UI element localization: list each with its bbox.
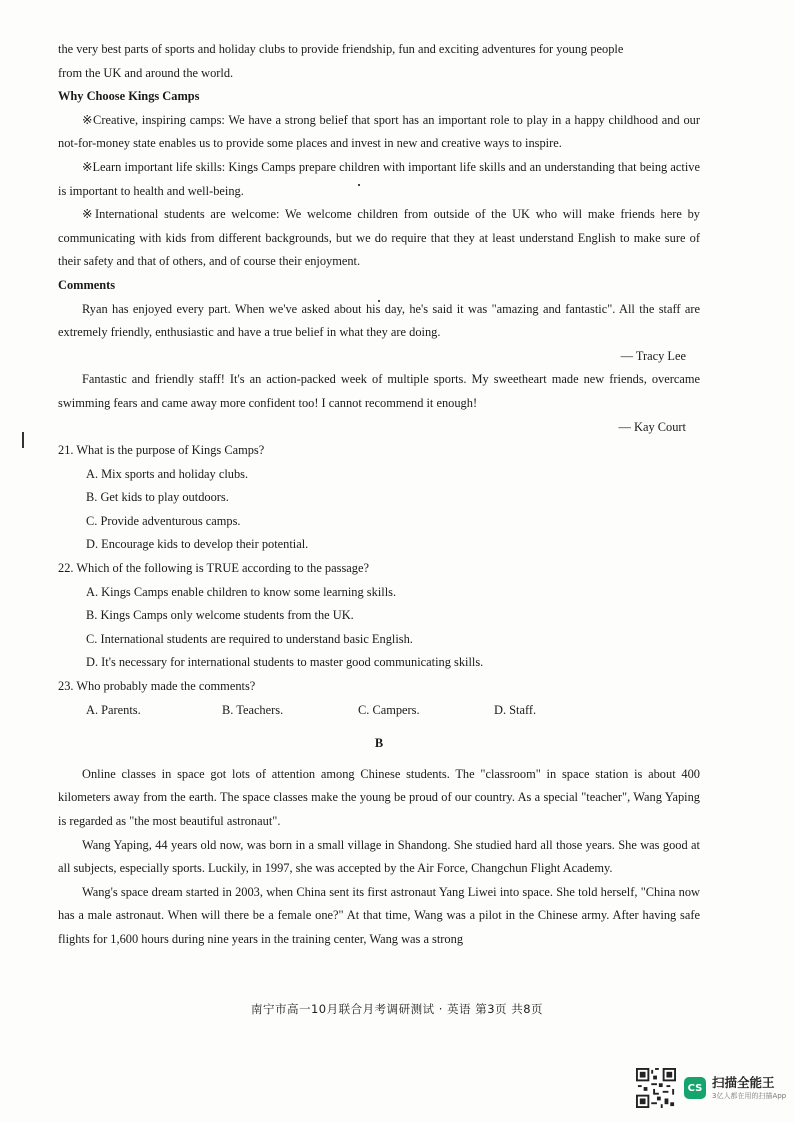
comment-1-text: Ryan has enjoyed every part. When we've asked about his day, he's said it was "amazing and fantastic". All the staff are extremely friendly, enthusiastic and have a true belief in what they are doing. xyxy=(58,301,700,340)
option-d: D. Staff. xyxy=(494,702,537,717)
why-paragraph-international: ※International students are welcome: We welcome children from outside of the UK who will make friends here by communicating with kids from different backgrounds, but we do require that they at least understand English to make sure of their safety and that of others, and of course their enjoyment. xyxy=(58,207,700,269)
watermark-title: 扫描全能王 xyxy=(712,1075,775,1090)
intro-line-1: the very best parts of sports and holiday clubs to provide friendship, fun and exciting adventures for young people xyxy=(58,42,624,56)
watermark-subtitle: 3亿人都在用的扫描App xyxy=(712,1092,787,1100)
option-d: D. Encourage kids to develop their potential. xyxy=(86,537,309,552)
question-22 xyxy=(58,557,700,675)
page-footer: 南宁市高一10月联合月考调研测试 · 英语 第3页 共8页 xyxy=(250,1002,544,1016)
comment-2-author: — Kay Court xyxy=(618,419,686,434)
option-a: A. Parents. xyxy=(86,702,141,717)
intro-line-2: from the UK and around the world. xyxy=(58,65,234,80)
comments-heading: Comments xyxy=(58,277,116,292)
question-stem: 22. Which of the following is TRUE according to the passage? xyxy=(58,561,369,576)
camscanner-logo-icon: CS xyxy=(684,1077,706,1099)
option-b: B. Teachers. xyxy=(222,702,284,717)
question-stem: 21. What is the purpose of Kings Camps? xyxy=(58,443,265,458)
comment-2-text: Fantastic and friendly staff! It's an action-packed week of multiple sports. My sweetheart made new friends, overcame swimming fears and came away more confident too! I cannot recommend it enough! xyxy=(58,372,700,410)
section-b-paragraph-2: Wang Yaping, 44 years old now, was born in a small village in Shandong. She studied hard all those years. She was good at all subjects, especially sports. Luckily, in 1997, she was accepted by the Air Force, Changchun Flight Academy. xyxy=(58,837,700,876)
option-c: C. Provide adventurous camps. xyxy=(86,513,241,528)
option-a: A. Kings Camps enable children to know some learning skills. xyxy=(86,584,397,599)
option-c: C. Campers. xyxy=(358,702,420,717)
margin-scan-mark xyxy=(22,432,24,448)
question-21 xyxy=(58,439,700,557)
why-paragraph-skills: ※Learn important life skills: Kings Camps prepare children with important life skills and an understanding that being active is important to health and well-being. xyxy=(58,159,700,198)
question-stem: 23. Who probably made the comments? xyxy=(58,679,256,694)
section-b-paragraph-3: Wang's space dream started in 2003, when China sent its first astronaut Yang Liwei into space. She told herself, "China now has a male astronaut. When will there be a female one?" At that time, Wang was a pilot in the Chinese army. After having safe flights for 1,600 hours during nine years in the training center, Wang was a strong xyxy=(58,884,700,946)
option-a: A. Mix sports and holiday clubs. xyxy=(86,466,249,481)
why-paragraph-creative: ※Creative, inspiring camps: We have a strong belief that sport has an important role to play in a happy childhood and our not-for-money state enables us to provide some places and invest in new and creative ways to inspire. xyxy=(58,112,700,151)
section-b-paragraph-1: Online classes in space got lots of attention among Chinese students. The "classroom" in space station is about 400 kilometers away from the earth. The space classes make the young be proud of our country. As a special "teacher", Wang Yaping is regarded as "the most beautiful astronaut". xyxy=(58,766,700,828)
option-b: B. Kings Camps only welcome students from the UK. xyxy=(86,608,354,623)
scan-speck xyxy=(378,300,380,302)
section-b-label: B xyxy=(374,736,384,751)
option-d: D. It's necessary for international students to master good communicating skills. xyxy=(86,655,484,670)
scanner-watermark xyxy=(636,1068,786,1108)
qr-code-icon xyxy=(636,1068,676,1108)
comment-1-author: — Tracy Lee xyxy=(620,348,686,363)
option-row xyxy=(86,699,700,723)
scan-speck xyxy=(358,184,360,186)
watermark-text xyxy=(712,1075,786,1101)
why-heading: Why Choose Kings Camps xyxy=(58,89,200,104)
option-c: C. International students are required to understand basic English. xyxy=(86,631,413,646)
option-b: B. Get kids to play outdoors. xyxy=(86,490,229,505)
question-23 xyxy=(58,675,700,722)
exam-page xyxy=(58,38,700,952)
